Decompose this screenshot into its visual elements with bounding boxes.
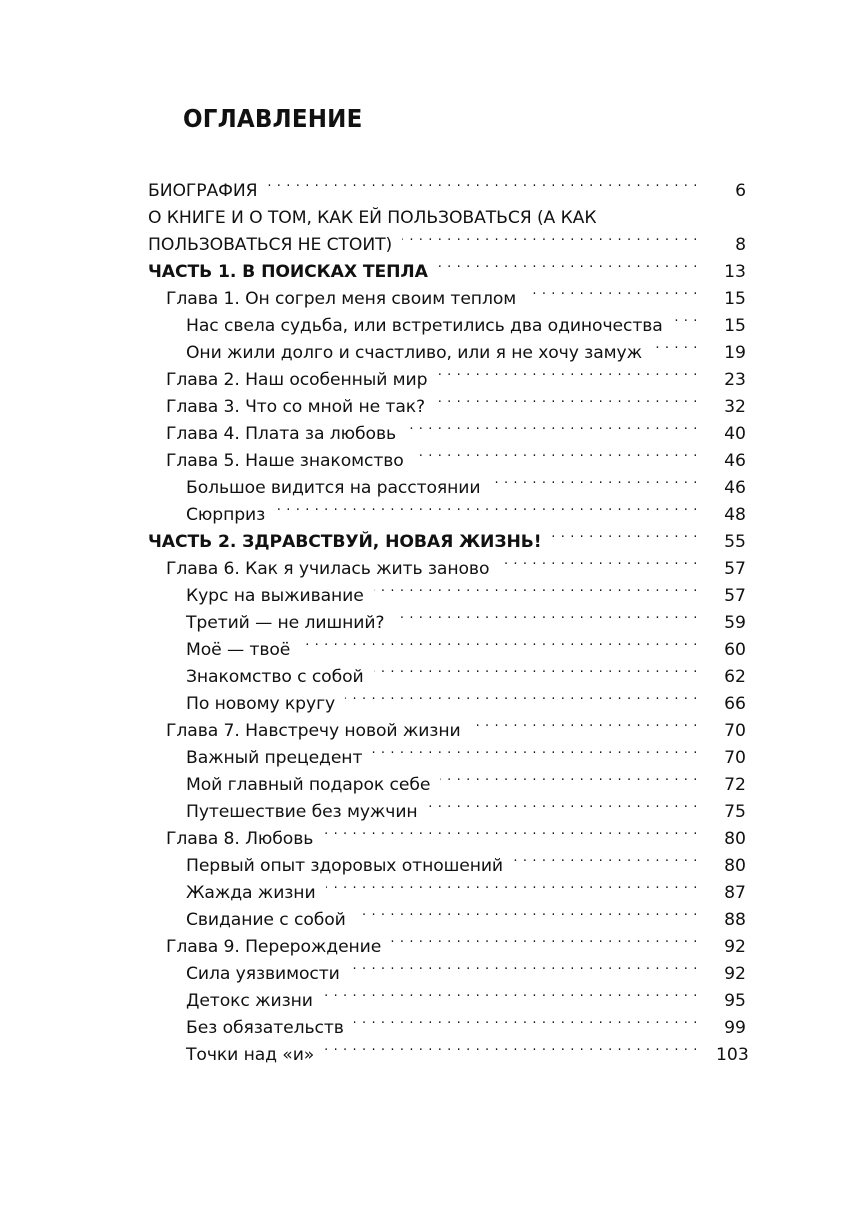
toc-page-number: 8 xyxy=(735,235,746,255)
toc-entry[interactable] xyxy=(148,169,746,201)
dot-leader xyxy=(275,493,698,520)
dot-leader xyxy=(499,547,698,574)
toc-page-number: 13 xyxy=(724,262,746,282)
dot-leader xyxy=(324,1033,698,1060)
toc-page-number: 88 xyxy=(724,910,746,930)
toc-entry-title: Детокс жизни xyxy=(186,991,313,1011)
toc-entry-title: Глава 4. Плата за любовь xyxy=(166,424,397,444)
toc-page-number: 99 xyxy=(724,1018,746,1038)
toc-page-number: 46 xyxy=(724,451,746,471)
toc-entry-title: О КНИГЕ И О ТОМ, КАК ЕЙ ПОЛЬЗОВАТЬСЯ (А КАК xyxy=(148,208,597,228)
toc-page-number: 80 xyxy=(724,829,746,849)
toc-page-number: 55 xyxy=(724,532,746,552)
toc-entry-title: Путешествие без мужчин xyxy=(186,802,418,822)
toc-page-number: 92 xyxy=(724,964,746,984)
dot-leader xyxy=(471,709,698,736)
dot-leader xyxy=(391,925,698,952)
dot-leader xyxy=(345,682,698,709)
dot-leader xyxy=(428,790,698,817)
toc-page-number: 15 xyxy=(724,289,746,309)
toc-page-number: 62 xyxy=(724,667,746,687)
toc-page-number: 92 xyxy=(724,937,746,957)
toc-page-number: 70 xyxy=(724,748,746,768)
dot-leader xyxy=(374,655,698,682)
dot-leader xyxy=(513,844,698,871)
dot-leader xyxy=(440,763,698,790)
toc-page-number: 80 xyxy=(724,856,746,876)
toc-page-number: 70 xyxy=(724,721,746,741)
toc-entry-title: Глава 5. Наше знакомство xyxy=(166,451,404,471)
dot-leader xyxy=(372,736,698,763)
dot-leader xyxy=(414,439,698,466)
toc-page-number: 75 xyxy=(724,802,746,822)
dot-leader xyxy=(438,250,698,277)
toc-page-number: 57 xyxy=(724,559,746,579)
toc-entry-title: Глава 2. Наш особенный мир xyxy=(166,370,428,390)
dot-leader xyxy=(551,520,698,547)
dot-leader xyxy=(394,601,698,628)
toc-title: ОГЛАВЛЕНИЕ xyxy=(183,104,363,133)
toc-page-number: 23 xyxy=(724,370,746,390)
toc-entry-title: Первый опыт здоровых отношений xyxy=(186,856,503,876)
toc-entry-title: Сила уязвимости xyxy=(186,964,340,984)
toc-page-number: 46 xyxy=(724,478,746,498)
dot-leader xyxy=(435,385,698,412)
toc-entry-title: Глава 8. Любовь xyxy=(166,829,314,849)
toc-entry-title: Сюрприз xyxy=(186,505,266,525)
toc-page-number: 66 xyxy=(724,694,746,714)
toc-entry-title: Курс на выживание xyxy=(186,586,364,606)
toc-page-number: 87 xyxy=(724,883,746,903)
toc-entry-title: Жажда жизни xyxy=(186,883,316,903)
dot-leader xyxy=(300,628,698,655)
dot-leader xyxy=(356,898,698,925)
table-of-contents xyxy=(148,169,749,1065)
toc-entry-title: Важный прецедент xyxy=(186,748,363,768)
dot-leader xyxy=(323,817,698,844)
dot-leader xyxy=(490,466,698,493)
toc-page-number: 95 xyxy=(724,991,746,1011)
toc-page-number: 59 xyxy=(724,613,746,633)
toc-entry-title: По новому кругу xyxy=(186,694,336,714)
dot-leader xyxy=(402,223,698,250)
toc-page-number: 57 xyxy=(724,586,746,606)
dot-leader xyxy=(652,331,698,358)
toc-page-number: 6 xyxy=(735,181,746,201)
toc-entry-title: Свидание с собой xyxy=(186,910,346,930)
toc-entry-title: ЧАСТЬ 2. ЗДРАВСТВУЙ, НОВАЯ ЖИЗНЬ! xyxy=(148,532,542,552)
dot-leader xyxy=(437,358,698,385)
toc-entry-title: Глава 3. Что со мной не так? xyxy=(166,397,426,417)
toc-entry-title: Третий — не лишний? xyxy=(186,613,385,633)
toc-page-number: 40 xyxy=(724,424,746,444)
toc-entry-title: БИОГРАФИЯ xyxy=(148,181,258,201)
toc-page-number: 60 xyxy=(724,640,746,660)
toc-page-number: 48 xyxy=(724,505,746,525)
toc-entry-title: ЧАСТЬ 1. В ПОИСКАХ ТЕПЛА xyxy=(148,262,428,282)
toc-entry-title: Глава 1. Он согрел меня своим теплом xyxy=(166,289,517,309)
toc-page-number: 72 xyxy=(724,775,746,795)
toc-entry-title: Нас свела судьба, или встретились два одиночества xyxy=(186,316,663,336)
toc-entry-title: Глава 6. Как я училась жить заново xyxy=(166,559,490,579)
toc-entry-title: Большое видится на расстоянии xyxy=(186,478,481,498)
toc-entry-title: Глава 7. Навстречу новой жизни xyxy=(166,721,461,741)
dot-leader xyxy=(673,304,698,331)
dot-leader xyxy=(267,169,698,196)
toc-entry-title: ПОЛЬЗОВАТЬСЯ НЕ СТОИТ) xyxy=(148,235,393,255)
toc-entry-title: Знакомство с собой xyxy=(186,667,364,687)
toc-page-number: 15 xyxy=(724,316,746,336)
toc-page-number: 32 xyxy=(724,397,746,417)
dot-leader xyxy=(374,574,698,601)
toc-entry-title: Без обязательств xyxy=(186,1018,344,1038)
toc-entry-title: Точки над «и» xyxy=(186,1045,315,1065)
dot-leader xyxy=(350,952,698,979)
dot-leader xyxy=(526,277,698,304)
toc-entry-title: Мой главный подарок себе xyxy=(186,775,431,795)
toc-entry-title: Моё — твоё xyxy=(186,640,291,660)
toc-entry-title: Глава 9. Перерождение xyxy=(166,937,382,957)
dot-leader xyxy=(354,1006,698,1033)
dot-leader xyxy=(326,871,698,898)
toc-page-number: 19 xyxy=(724,343,746,363)
toc-entry-title: Они жили долго и счастливо, или я не хочу замуж xyxy=(186,343,642,363)
dot-leader xyxy=(323,979,698,1006)
toc-page-number: 103 xyxy=(716,1045,749,1065)
dot-leader xyxy=(406,412,698,439)
